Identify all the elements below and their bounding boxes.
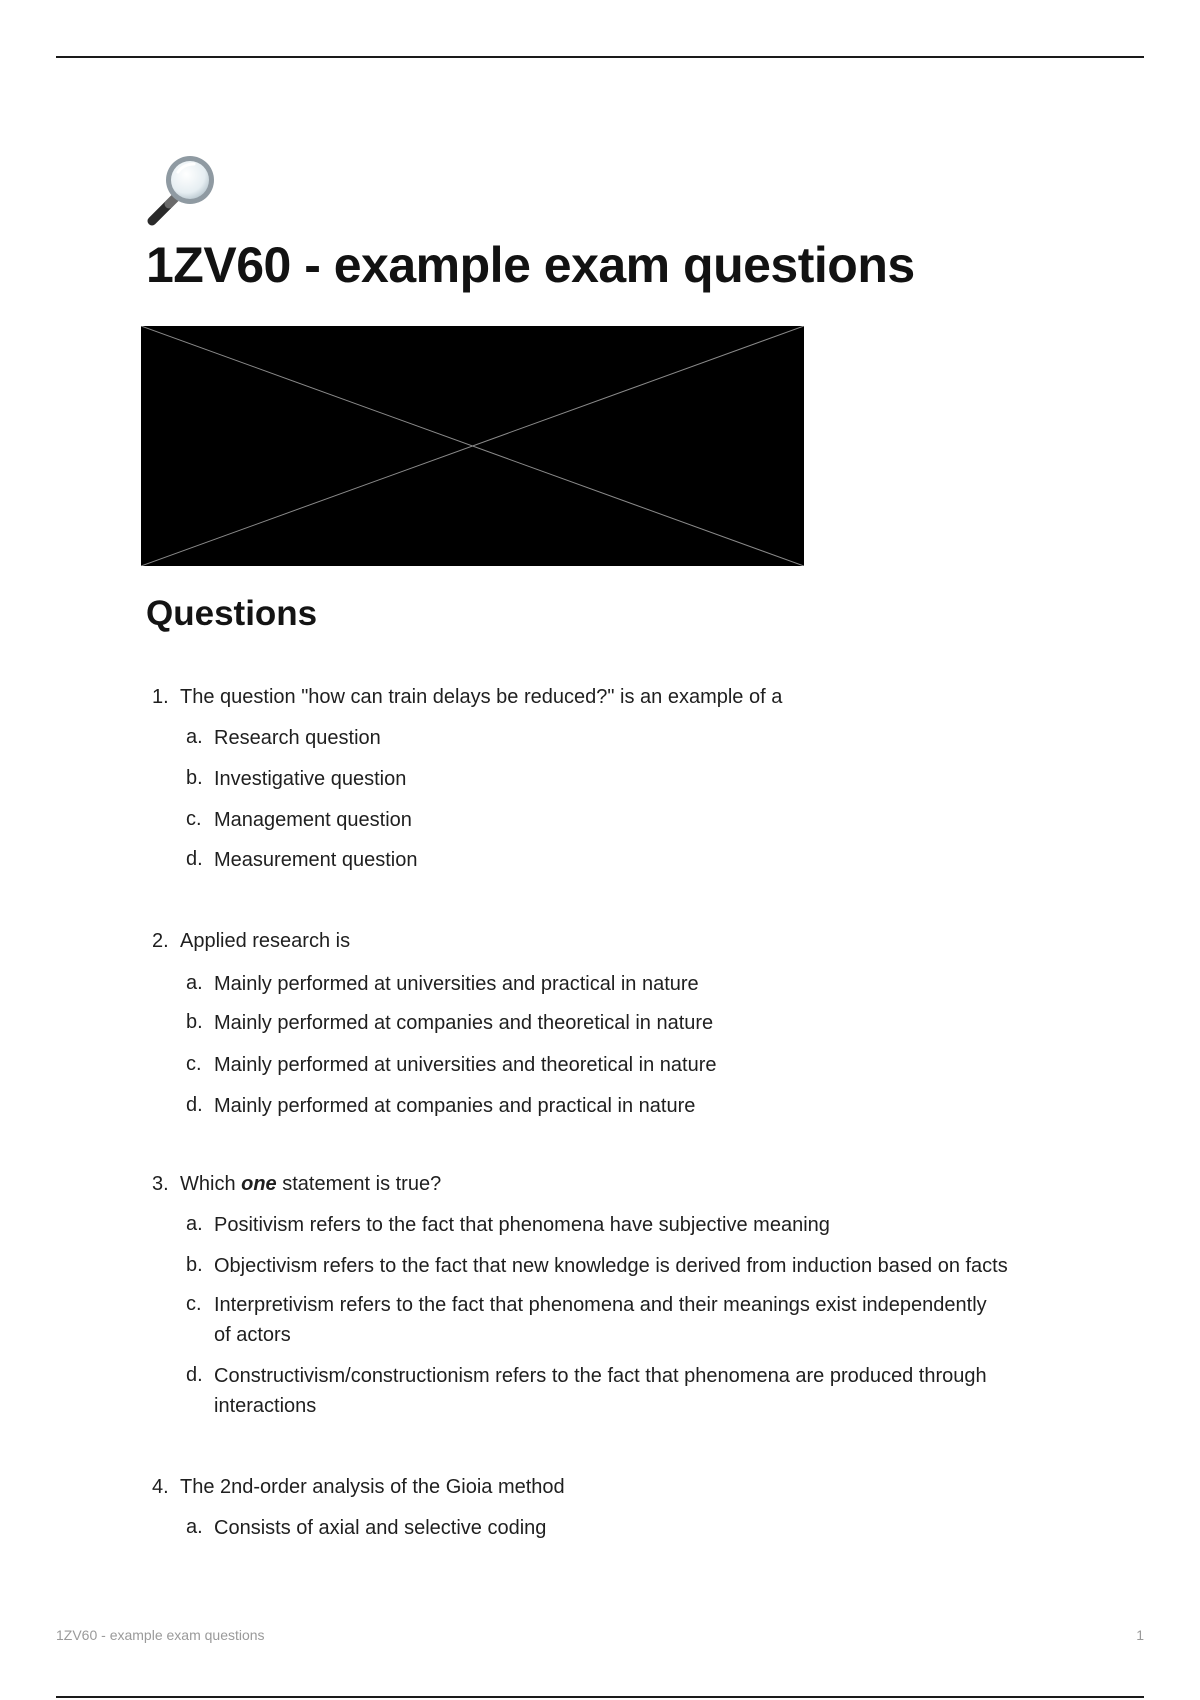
option-text: Interpretivism refers to the fact that phenomena and their meanings exist independently of actors	[214, 1294, 987, 1346]
option-letter: d.	[186, 848, 203, 870]
question-text: The 2nd-order analysis of the Gioia method	[180, 1476, 565, 1498]
option-letter: a.	[186, 1213, 203, 1235]
option-text: Mainly performed at universities and practical in nature	[214, 973, 699, 995]
option-text: Mainly performed at universities and theoretical in nature	[214, 1054, 717, 1076]
option-text: Mainly performed at companies and theoretical in nature	[214, 1012, 714, 1034]
question-text: The question "how can train delays be reduced?" is an example of a	[180, 686, 783, 708]
option-letter: a.	[186, 1516, 203, 1538]
option-text: Consists of axial and selective coding	[214, 1517, 547, 1539]
option-text: Mainly performed at companies and practical in nature	[214, 1095, 696, 1117]
question-number: 4.	[152, 1476, 169, 1498]
top-rule	[56, 56, 1144, 58]
option-text: Constructivism/constructionism refers to the fact that phenomena are produced through interactions	[214, 1365, 987, 1417]
option-text: Measurement question	[214, 849, 418, 871]
option-letter: a.	[186, 726, 203, 748]
footer-document-name: 1ZV60 - example exam questions	[56, 1627, 265, 1643]
footer-page-number: 1	[1136, 1627, 1144, 1643]
option-letter: d.	[186, 1094, 203, 1116]
option-letter: b.	[186, 1011, 203, 1033]
magnifying-glass-icon	[146, 150, 222, 226]
option-letter: a.	[186, 972, 203, 994]
option-letter: b.	[186, 1254, 203, 1276]
section-heading: Questions	[146, 594, 318, 633]
question-text-start: Which	[180, 1173, 242, 1195]
option-letter: c.	[186, 1053, 202, 1075]
option-text: Management question	[214, 809, 412, 831]
question-text-emphasis: one	[241, 1173, 277, 1195]
question-number: 1.	[152, 686, 169, 708]
question-text: Applied research is	[180, 930, 351, 952]
option-letter: d.	[186, 1364, 203, 1386]
question-number: 2.	[152, 930, 169, 952]
question-text	[180, 1170, 441, 1198]
option-text: Objectivism refers to the fact that new knowledge is derived from induction based on facts	[214, 1255, 1008, 1277]
bottom-rule	[56, 1696, 1144, 1698]
option-letter: b.	[186, 767, 203, 789]
option-text: Positivism refers to the fact that phenomena have subjective meaning	[214, 1214, 830, 1236]
option-text: Research question	[214, 727, 381, 749]
question-text-end: statement is true?	[276, 1173, 442, 1195]
option-text: Investigative question	[214, 768, 407, 790]
option-letter: c.	[186, 1293, 202, 1315]
question-number: 3.	[152, 1173, 169, 1195]
option-letter: c.	[186, 808, 202, 830]
page-title: 1ZV60 - example exam questions	[146, 237, 915, 293]
cover-image-placeholder	[141, 326, 804, 566]
